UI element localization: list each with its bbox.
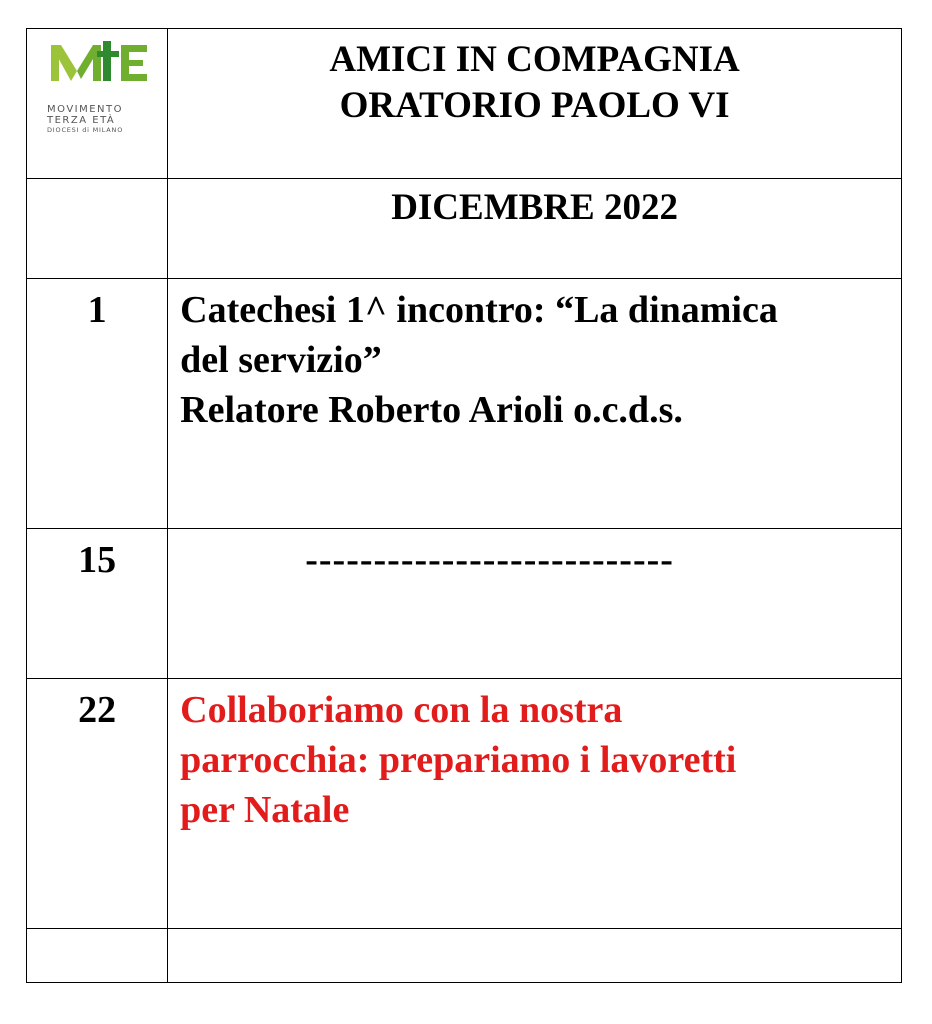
event-line: parrocchia: prepariamo i lavoretti [180, 739, 737, 781]
event-row-2 [27, 529, 902, 679]
event-line: Catechesi 1^ incontro: “La dinamica [180, 289, 778, 331]
event-line: del servizio” [180, 339, 382, 381]
mte-logo [27, 29, 167, 134]
logo-line-1: MOVIMENTO [47, 104, 124, 115]
event-row-3 [27, 679, 902, 929]
event-line: Relatore Roberto Arioli o.c.d.s. [180, 389, 683, 431]
logo-line-3: DIOCESI di MILANO [47, 126, 124, 134]
day-cell [27, 529, 168, 679]
event-description [168, 279, 901, 435]
day-cell [27, 279, 168, 529]
day-number: 22 [78, 689, 117, 731]
event-line: per Natale [180, 789, 350, 831]
header-row [27, 29, 902, 179]
day-cell [27, 679, 168, 929]
day-number: 1 [87, 289, 107, 331]
empty-event-placeholder: --------------------------- [305, 539, 674, 581]
title-cell [168, 29, 902, 179]
mte-logo-mark [47, 39, 157, 99]
schedule-table [26, 28, 902, 983]
logo-cell [27, 29, 168, 179]
empty-cell [27, 179, 168, 279]
month-label: DICEMBRE 2022 [391, 187, 678, 228]
empty-cell [168, 929, 902, 983]
title-line-2: ORATORIO PAOLO VI [339, 85, 730, 126]
event-description-highlighted [168, 679, 901, 835]
event-cell [168, 679, 902, 929]
day-number: 15 [78, 539, 117, 581]
title-line-1: AMICI IN COMPAGNIA [329, 39, 740, 80]
empty-row [27, 929, 902, 983]
month-cell [168, 179, 902, 279]
empty-cell [27, 929, 168, 983]
event-row-1 [27, 279, 902, 529]
month-row [27, 179, 902, 279]
event-cell [168, 279, 902, 529]
logo-line-2: TERZA ETÀ [47, 115, 116, 126]
event-line: Collaboriamo con la nostra [180, 689, 623, 731]
event-cell [168, 529, 902, 679]
